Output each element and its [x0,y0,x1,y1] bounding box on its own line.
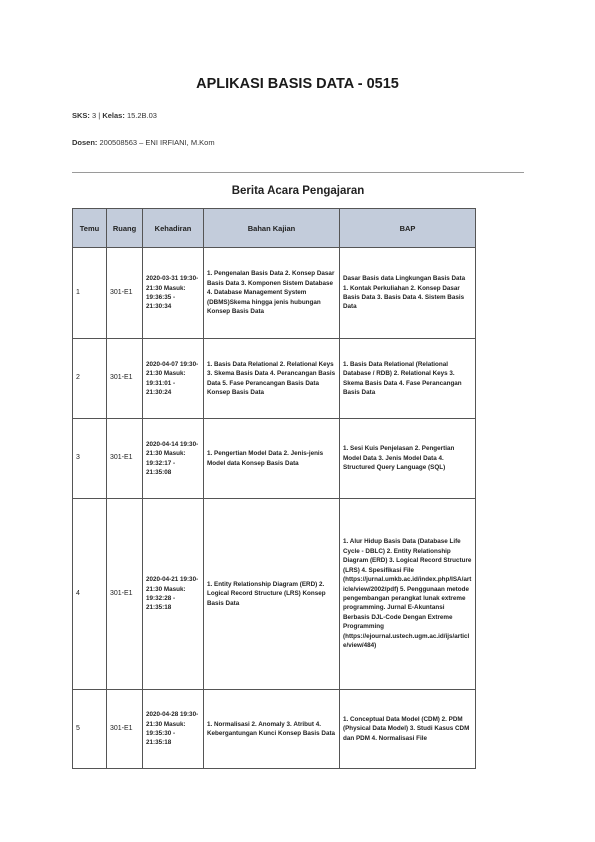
table-row [73,690,476,769]
dosen-label: Dosen: [72,138,98,147]
cell-bap: Dasar Basis data Lingkungan Basis Data 1. Kontak Perkuliahan 2. Konsep Dasar Basis Data 3. Basis Data 4. Sistem Basis Data [340,248,476,339]
kelas-label: Kelas: [102,111,125,120]
table-row [73,499,476,690]
cell-temu: 2 [73,339,107,419]
cell-temu: 3 [73,419,107,499]
table-row [73,419,476,499]
divider [72,172,524,173]
kelas-value: 15.2B.03 [126,111,157,120]
header-temu: Temu [73,209,107,248]
cell-temu: 1 [73,248,107,339]
cell-ruang: 301-E1 [107,339,143,419]
page-title: APLIKASI BASIS DATA - 0515 [196,76,399,92]
section-title: Berita Acara Pengajaran [231,185,365,197]
cell-bap: 1. Basis Data Relational (Relational Database / RDB) 2. Relational Keys 3. Skema Basis Data 4. Fase Perancangan Basis Data [340,339,476,419]
cell-bahan-kajian: 1. Entity Relationship Diagram (ERD) 2. Logical Record Structure (LRS) Konsep Basis Data [204,499,340,690]
cell-ruang: 301-E1 [107,248,143,339]
cell-ruang: 301-E1 [107,690,143,769]
cell-temu: 4 [73,499,107,690]
cell-kehadiran: 2020-04-07 19:30-21:30 Masuk: 19:31:01 - 21:30:24 [143,339,204,419]
cell-bahan-kajian: 1. Basis Data Relational 2. Relational Keys 3. Skema Basis Data 4. Perancangan Basis Data 5. Fase Perancangan Basis Data Konsep Basis Data [204,339,340,419]
cell-bahan-kajian: 1. Pengenalan Basis Data 2. Konsep Dasar Basis Data 3. Komponen Sistem Database 4. Database Management System (DBMS)Skema hingga jenis hubungan Konsep Basis Data [204,248,340,339]
cell-ruang: 301-E1 [107,419,143,499]
cell-kehadiran: 2020-04-21 19:30-21:30 Masuk: 19:32:28 - 21:35:18 [143,499,204,690]
table-header-row [73,209,476,248]
cell-kehadiran: 2020-03-31 19:30-21:30 Masuk: 19:36:35 - 21:30:34 [143,248,204,339]
cell-kehadiran: 2020-04-14 19:30-21:30 Masuk: 19:32:17 - 21:35:08 [143,419,204,499]
header-bap: BAP [340,209,476,248]
bap-table [72,208,476,769]
table-row [73,339,476,419]
cell-bap: 1. Alur Hidup Basis Data (Database Life Cycle - DBLC) 2. Entity Relationship Diagram (ERD) 3. Logical Record Structure (LRS) 4. Spesifikasi File (https://jurnal.umkb.ac.id/index.php/ISA/article/view/2002/pdf) 5. Penggunaan metode pengembangan perangkat lunak extreme programming. Jurnal E-Akuntansi Berbasis DJL-Code Dengan Extreme Programming (https://ejournal.ustech.ugm.ac.id/ijs/article/view/484) [340,499,476,690]
course-meta-line [72,111,157,120]
header-kehadiran: Kehadiran [143,209,204,248]
lecturer-line [72,138,215,147]
cell-bahan-kajian: 1. Pengertian Model Data 2. Jenis-jenis Model data Konsep Basis Data [204,419,340,499]
table-row [73,248,476,339]
dosen-value: 200508563 – ENI IRFIANI, M.Kom [99,138,215,147]
sks-value: 3 [92,111,97,120]
cell-bahan-kajian: 1. Normalisasi 2. Anomaly 3. Atribut 4. Kebergantungan Kunci Konsep Basis Data [204,690,340,769]
header-ruang: Ruang [107,209,143,248]
cell-kehadiran: 2020-04-28 19:30-21:30 Masuk: 19:35:30 - 21:35:18 [143,690,204,769]
cell-temu: 5 [73,690,107,769]
cell-bap: 1. Conceptual Data Model (CDM) 2. PDM (Physical Data Model) 3. Studi Kasus CDM dan PDM 4. Normalisasi File [340,690,476,769]
separator: | [98,111,101,120]
cell-ruang: 301-E1 [107,499,143,690]
sks-label: SKS: [72,111,90,120]
header-bahan-kajian: Bahan Kajian [204,209,340,248]
cell-bap: 1. Sesi Kuis Penjelasan 2. Pengertian Model Data 3. Jenis Model Data 4. Structured Query Language (SQL) [340,419,476,499]
